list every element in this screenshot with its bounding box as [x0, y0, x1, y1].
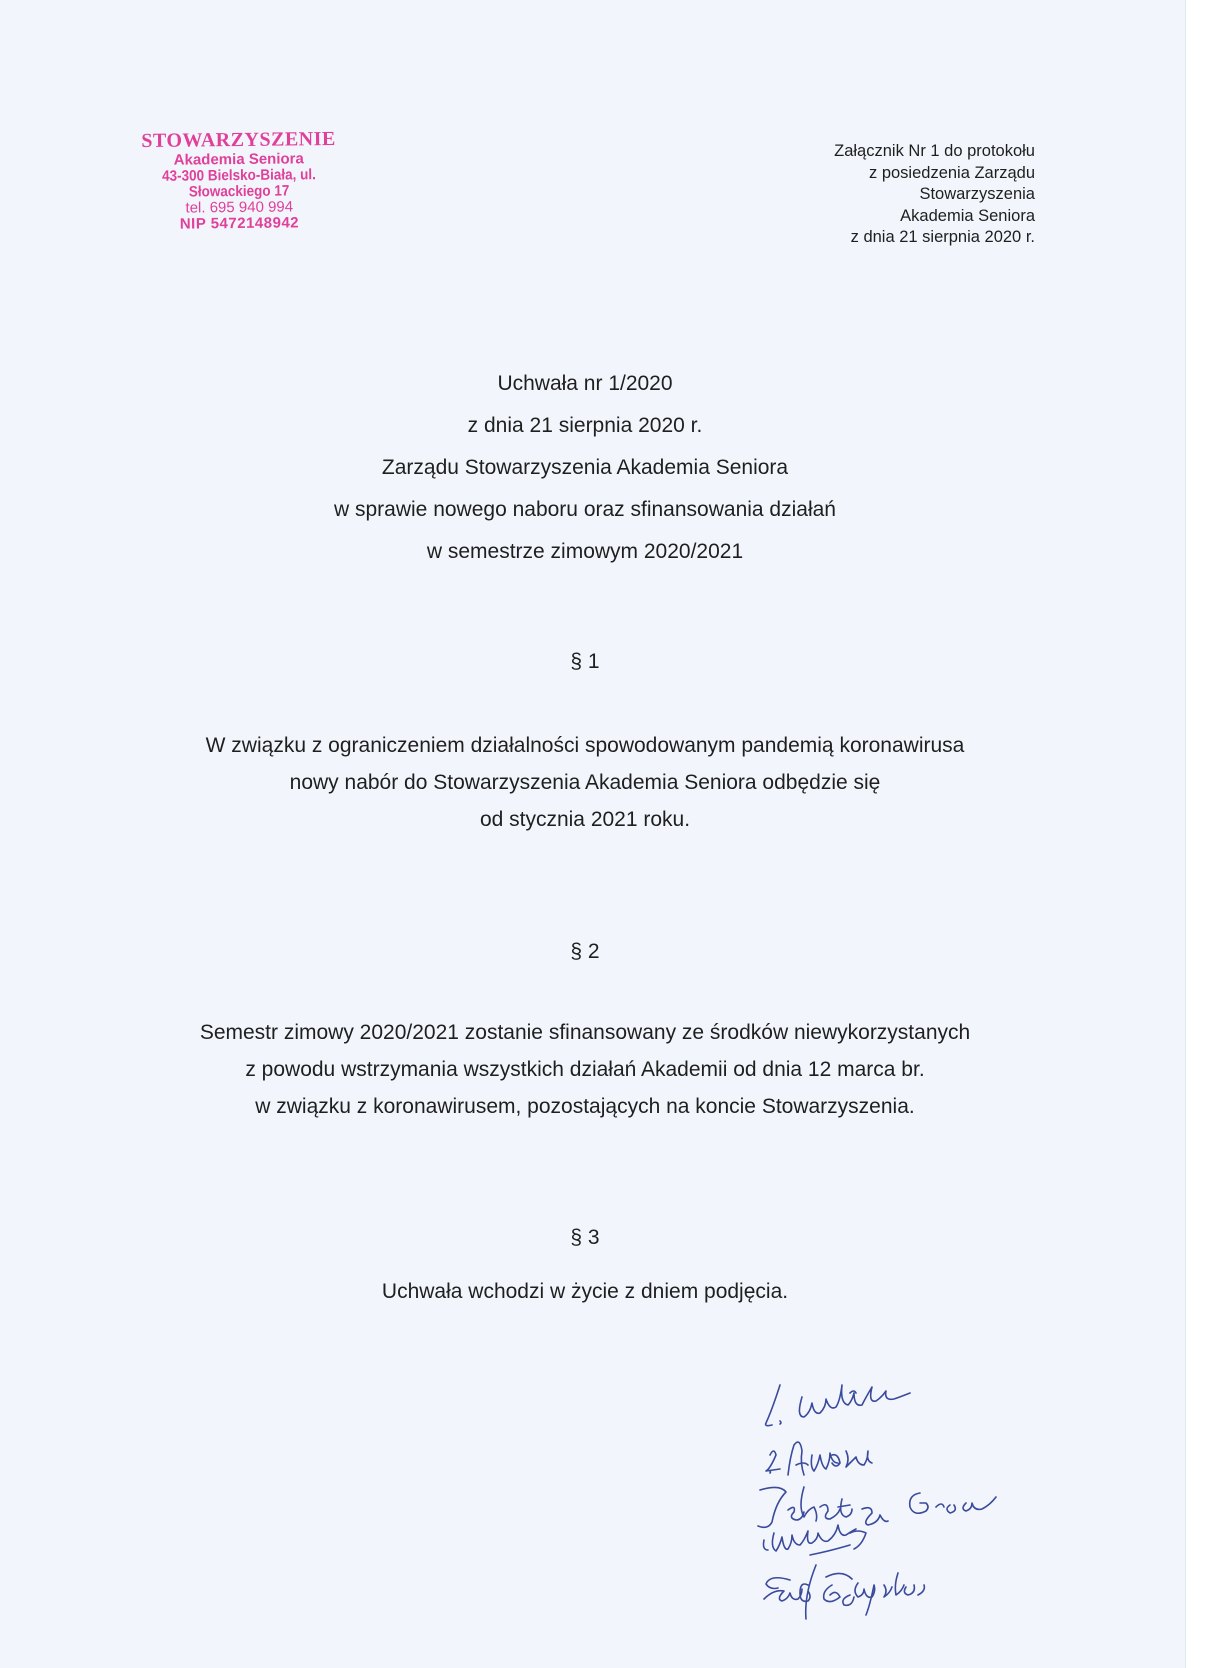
association-stamp	[107, 129, 370, 234]
section-mark-3: § 3	[570, 1226, 600, 1249]
signatures-drawing	[750, 1375, 1050, 1635]
title-line: w sprawie nowego naboru oraz sfinansowania działań	[334, 498, 836, 521]
stamp-line: STOWARZYSZENIE	[141, 127, 336, 153]
section-mark-1: § 1	[570, 650, 600, 673]
section-line: nowy nabór do Stowarzyszenia Akademia Seniora odbędzie się	[289, 771, 881, 794]
stamp-line: Akademia Seniora	[173, 149, 304, 169]
section-body-1	[0, 727, 1170, 838]
title-line: w semestrze zimowym 2020/2021	[426, 540, 744, 563]
section-line: Semestr zimowy 2020/2021 zostanie sfinansowany ze środków niewykorzystanych	[199, 1021, 971, 1044]
section-body-3	[0, 1273, 1170, 1310]
signature-2	[766, 1442, 872, 1475]
stamp-line: tel. 695 940 994	[185, 198, 294, 217]
title-line: Uchwała nr 1/2020	[497, 372, 673, 395]
section-body-2	[0, 1014, 1170, 1125]
annex-line: Załącznik Nr 1 do protokołu	[834, 142, 1035, 160]
section-line: od stycznia 2021 roku.	[479, 808, 691, 831]
section-line: Uchwała wchodzi w życie z dniem podjęcia.	[381, 1280, 789, 1303]
annex-note	[834, 141, 1035, 249]
section-mark-2: § 2	[570, 940, 600, 963]
annex-line: z posiedzenia Zarządu	[868, 163, 1035, 182]
signature-5	[764, 1565, 924, 1619]
section-line: w związku z koronawirusem, pozostających na koncie Stowarzyszenia.	[255, 1095, 915, 1118]
stamp-line: 43-300 Bielsko-Biała, ul. Słowackiego 17	[161, 165, 316, 201]
annex-line: Akademia Seniora	[900, 206, 1035, 225]
stamp-line: NIP 5472148942	[179, 214, 300, 233]
annex-line: Stowarzyszenia	[919, 185, 1035, 203]
resolution-title	[0, 363, 1170, 573]
title-line: Zarządu Stowarzyszenia Akademia Seniora	[381, 456, 789, 479]
signature-3	[758, 1487, 996, 1527]
signature-1	[766, 1385, 910, 1426]
signatures-block	[750, 1375, 1050, 1635]
annex-line: z dnia 21 sierpnia 2020 r.	[850, 228, 1035, 246]
signature-4	[764, 1525, 867, 1555]
section-line: z powodu wstrzymania wszystkich działań Akademii od dnia 12 marca br.	[245, 1058, 925, 1081]
title-line: z dnia 21 sierpnia 2020 r.	[467, 414, 703, 437]
section-line: W związku z ograniczeniem działalności spowodowanym pandemią koronawirusa	[205, 734, 965, 757]
